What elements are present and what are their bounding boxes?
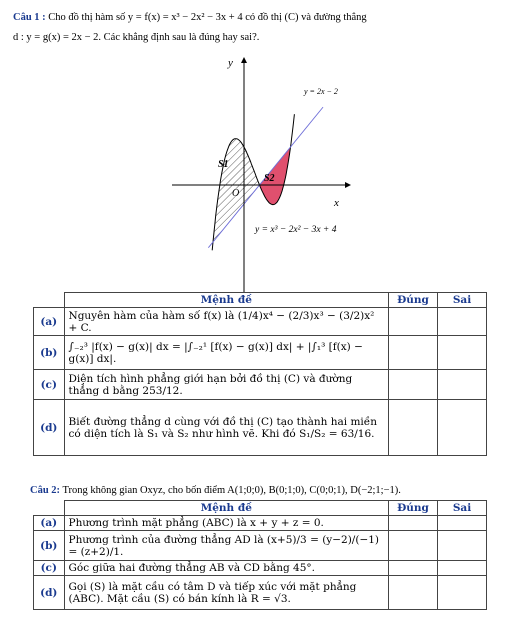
answer-true-cell[interactable] (389, 308, 438, 336)
row-label: (a) (34, 516, 65, 531)
row-statement: ∫₋₂³ |f(x) − g(x)| dx = |∫₋₂¹ [f(x) − g(x)] dx| + |∫₁³ [f(x) − g(x)] dx|. (64, 336, 389, 370)
curve-equation-label: y = x³ − 2x² − 3x + 4 (255, 225, 337, 235)
answer-true-cell[interactable] (389, 531, 438, 561)
header-statement: Mệnh đề (64, 293, 389, 308)
row-statement: Phương trình mặt phẳng (ABC) là x + y + z = 0. (64, 516, 389, 531)
row-label: (b) (34, 531, 65, 561)
header-false: Sai (438, 293, 487, 308)
row-label: (b) (34, 336, 65, 370)
table-header (34, 293, 487, 308)
answer-false-cell[interactable] (438, 531, 487, 561)
answer-false-cell[interactable] (438, 516, 487, 531)
row-label: (d) (34, 400, 65, 456)
header-true: Đúng (389, 501, 438, 516)
row-label: (d) (34, 576, 65, 610)
table-row (34, 576, 487, 610)
table-row (34, 561, 487, 576)
x-axis-label: x (334, 197, 339, 209)
table-question-1 (33, 292, 487, 456)
question-1-line-2: d : y = g(x) = 2x − 2. Các khẳng định sau là đúng hay sai?. (13, 32, 260, 43)
answer-true-cell[interactable] (389, 561, 438, 576)
row-statement: Diện tích hình phẳng giới hạn bởi đồ thị (C) và đường thẳng d bằng 253/12. (64, 370, 389, 400)
question-2-title: Câu 2: (30, 485, 61, 496)
row-statement: Biết đường thẳng d cùng với đồ thị (C) tạo thành hai miền có diện tích là S₁ và S₂ như hình vẽ. Khi đó S₁/S₂ = 63/16. (64, 400, 389, 456)
answer-false-cell[interactable] (438, 370, 487, 400)
row-statement: Gọi (S) là mặt cầu có tâm D và tiếp xúc với mặt phẳng (ABC). Mặt cầu (S) có bán kính là R = √3. (64, 576, 389, 610)
question-2-line: Trong không gian Oxyz, cho bốn điểm A(1;0;0), B(0;1;0), C(0;0;1), D(−2;1;−1). (62, 485, 401, 496)
question-1-line-1: Cho đồ thị hàm số y = f(x) = x³ − 2x² − 3x + 4 có đồ thị (C) và đường thẳng (48, 12, 367, 23)
row-label: (c) (34, 370, 65, 400)
answer-true-cell[interactable] (389, 400, 438, 456)
table-row (34, 400, 487, 456)
answer-true-cell[interactable] (389, 576, 438, 610)
table-row (34, 516, 487, 531)
answer-false-cell[interactable] (438, 561, 487, 576)
answer-true-cell[interactable] (389, 516, 438, 531)
region-s1-label: S1 (218, 159, 229, 170)
table-row (34, 336, 487, 370)
row-label: (c) (34, 561, 65, 576)
table-row (34, 308, 487, 336)
table-row (34, 531, 487, 561)
line-equation-label: y = 2x − 2 (304, 87, 338, 96)
table-row (34, 370, 487, 400)
origin-label: O (232, 188, 240, 199)
answer-false-cell[interactable] (438, 308, 487, 336)
answer-true-cell[interactable] (389, 336, 438, 370)
answer-false-cell[interactable] (438, 576, 487, 610)
header-true: Đúng (389, 293, 438, 308)
header-statement: Mệnh đề (64, 501, 389, 516)
row-label: (a) (34, 308, 65, 336)
row-statement: Góc giữa hai đường thẳng AB và CD bằng 45°. (64, 561, 389, 576)
question-1-title: Câu 1 : (13, 12, 46, 23)
row-statement: Phương trình của đường thẳng AD là (x+5)/3 = (y−2)/(−1) = (z+2)/1. (64, 531, 389, 561)
header-false: Sai (438, 501, 487, 516)
answer-true-cell[interactable] (389, 370, 438, 400)
table-question-2 (33, 500, 487, 610)
answer-false-cell[interactable] (438, 336, 487, 370)
question-2-text (30, 483, 401, 498)
table-header (34, 501, 487, 516)
region-s2-label: S2 (264, 173, 275, 184)
row-statement: Nguyên hàm của hàm số f(x) là (1/4)x⁴ − (2/3)x³ − (3/2)x² + C. (64, 308, 389, 336)
y-axis-label: y (228, 57, 233, 69)
answer-false-cell[interactable] (438, 400, 487, 456)
